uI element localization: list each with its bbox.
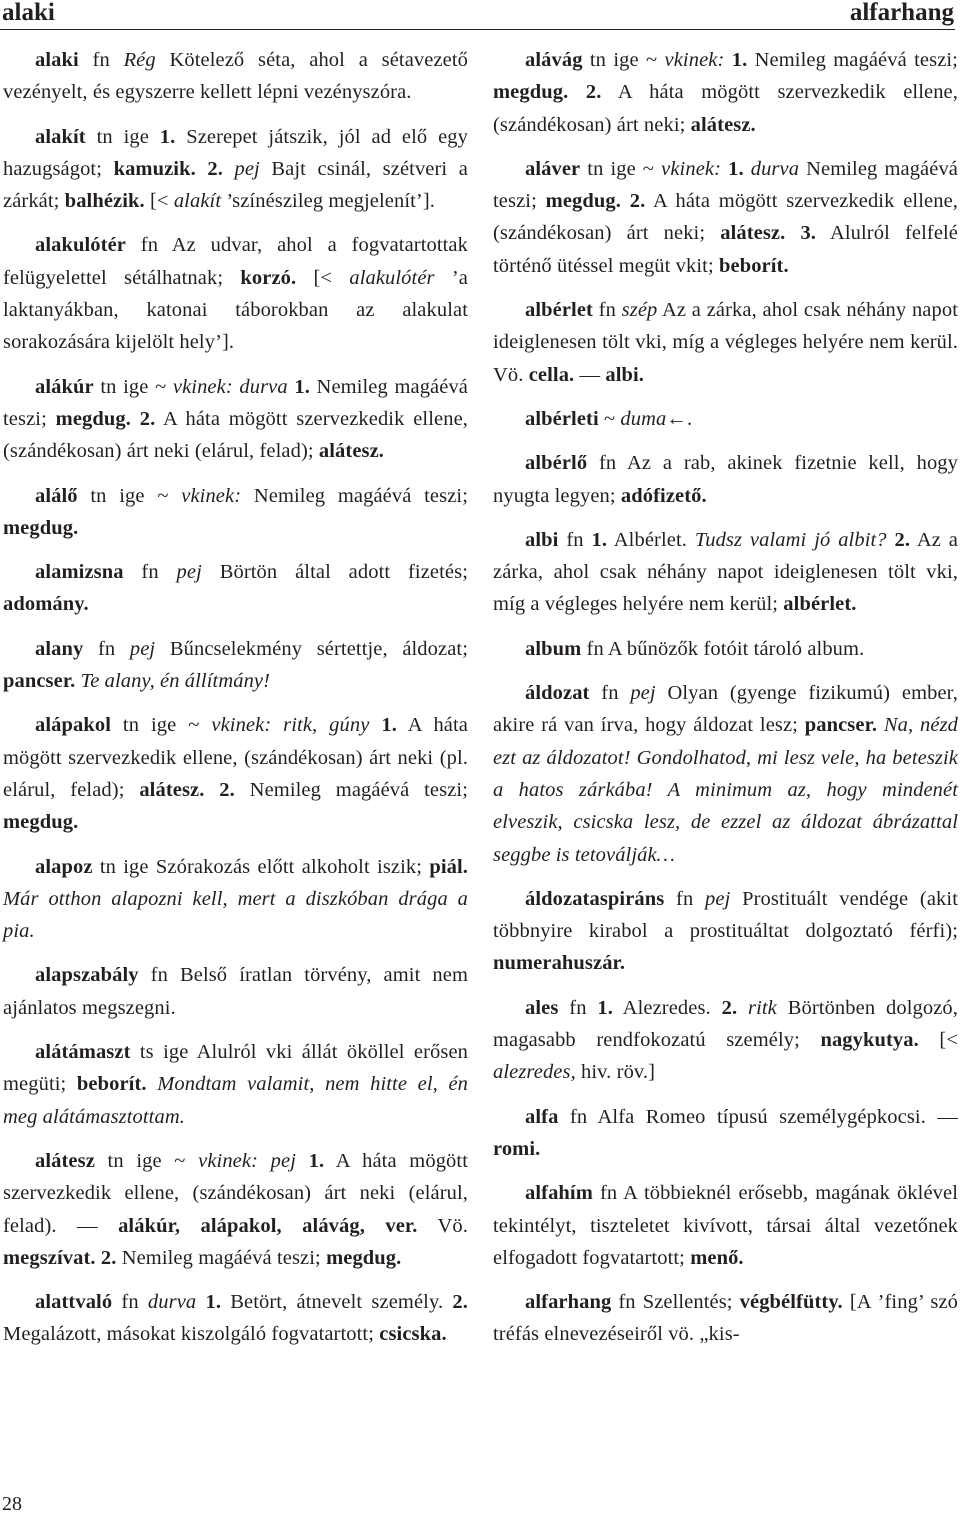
bold-text: megdug. — [3, 811, 79, 834]
italic-text: vkinek: pej — [198, 1149, 296, 1172]
headword: albérleti — [525, 407, 599, 430]
definition-text: fn A bűnözők fotóit tároló album. — [581, 637, 865, 660]
bold-text: 2. — [629, 190, 646, 213]
definition-text: Börtönben dolgozó, magasabb rendfokozatú személy; — [493, 996, 958, 1052]
dictionary-entry — [493, 1286, 958, 1351]
bold-text: cella. — [528, 363, 575, 386]
definition-text: fn Az a rab, akinek fizetnie kell, hogy nyugta legyen; — [493, 452, 958, 507]
dictionary-entry — [3, 1286, 468, 1351]
definition-text: tn ige ~ — [582, 49, 665, 71]
italic-text: pej — [705, 887, 731, 910]
bold-text: adomány. — [3, 593, 89, 616]
definition-text: Nemileg magáévá teszi; — [234, 778, 468, 801]
dictionary-entry — [3, 44, 468, 109]
dictionary-entry — [3, 229, 468, 358]
headword: albi — [525, 528, 559, 551]
headword: alákúr — [35, 375, 94, 398]
italic-text: durva — [750, 157, 800, 180]
definition-text: Albérlet. — [607, 528, 695, 551]
running-head-left: alaki — [2, 0, 55, 26]
bold-text: korzó. — [240, 266, 297, 289]
bold-text: 2. — [721, 996, 738, 1019]
dictionary-entry — [3, 371, 468, 468]
definition-text: tn ige ~ — [111, 714, 212, 737]
headword: áldozataspiráns — [525, 887, 665, 910]
italic-text: vkinek: durva — [172, 375, 288, 398]
bold-text: 2. — [452, 1291, 468, 1314]
italic-text: Tudsz valami jó albit? — [694, 528, 887, 551]
italic-text: pej — [129, 637, 156, 660]
bold-text: kamuzik. — [113, 157, 196, 180]
headword: alfarhang — [525, 1291, 612, 1314]
definition-text: Megalázott, másokat kiszolgáló fogvatartott; — [3, 1323, 380, 1346]
headword: áldozat — [525, 682, 590, 705]
bold-text: pancser. — [804, 714, 878, 737]
italic-text: Rég — [123, 49, 156, 71]
definition-text: Kötelező séta, ahol a sétavezető vezényelt, és egyszerre kellett lépni vezényszóra. — [3, 49, 468, 104]
definition-text — [196, 158, 208, 180]
definition-text: Betört, átnevelt személy. — [221, 1291, 453, 1314]
dictionary-entry — [493, 883, 958, 980]
right-column — [493, 44, 958, 1363]
dictionary-entry — [3, 633, 468, 698]
headword: alávág — [525, 49, 583, 71]
definition-text: fn A többieknél erősebb, magának öklével tekintélyt, tiszteletet kivívott, társai által vezetőnek elfogadott fogvatartott; — [493, 1182, 958, 1269]
headword: albérlő — [525, 452, 588, 475]
page-number: 28 — [2, 1493, 22, 1515]
definition-text: fn Szellentés; — [611, 1291, 740, 1314]
italic-text: Na, nézd ezt az áldozatot! Gondolhatod, mi lesz vele, ha beteszik a hatos zárkába! A minimum az, hogy mindenét elveszik, csicska lesz, de ezzel az áldozat ábrázattal seggbe is tetoválják… — [493, 714, 959, 866]
headword: alakít — [35, 125, 86, 148]
definition-text: [< — [918, 1029, 958, 1052]
definition-text: A háta mögött szervezkedik ellene, (szándékosan) árt neki; — [493, 190, 958, 245]
headword: alapoz — [35, 855, 93, 878]
italic-text: alakulótér — [349, 266, 435, 289]
bold-text: 1. — [381, 714, 397, 737]
bold-text: megdug. — [545, 190, 621, 213]
dictionary-entry — [3, 709, 468, 838]
definition-text: hiv. röv.] — [575, 1061, 656, 1084]
definition-text — [369, 714, 381, 736]
italic-text: Már otthon alapozni kell, mert a diszkóban drága a pia. — [3, 887, 468, 943]
definition-text: tn ige ~ — [94, 1149, 199, 1172]
definition-text — [737, 997, 748, 1019]
definition-text: Vö. — [417, 1214, 469, 1237]
headword: alattvaló — [35, 1291, 113, 1314]
italic-text: duma — [620, 407, 667, 430]
italic-text: szép — [621, 299, 658, 322]
italic-text: Mondtam valamit, nem hitte el, én meg alátámasztottam. — [3, 1073, 468, 1128]
definition-text: Alezredes. — [612, 996, 722, 1019]
definition-text: A háta mögött szervezkedik ellene, (szándékosan) árt neki (elárul, felad); — [3, 407, 468, 463]
bold-text: 1. — [728, 157, 744, 180]
dictionary-entry — [3, 851, 468, 948]
definition-text: tn ige Szórakozás előtt alkoholt iszik; — [92, 855, 430, 878]
definition-text: fn — [592, 299, 622, 322]
definition-text: fn Belső íratlan törvény, amit nem ajánlatos megszegni. — [3, 964, 468, 1019]
definition-text — [223, 158, 235, 180]
bold-text: menő. — [690, 1246, 744, 1269]
definition-text: Bűncselekmény sértettje, áldozat; — [155, 637, 469, 660]
definition-text: tn ige ~ — [93, 375, 173, 398]
definition-text: Az a zárka, ahol csak néhány napot ideiglenesen tölt vki, míg a végleges helyére nem kerül; — [493, 528, 958, 616]
definition-text: Alulról felfelé történő ütéssel megüt vkit; — [493, 222, 959, 277]
dictionary-entry — [3, 959, 468, 1024]
definition-text: A háta mögött szervezkedik ellene, (szándékosan) árt neki (elárul, felad). — — [3, 1149, 468, 1237]
bold-text: 1. — [731, 49, 748, 71]
bold-text: megszívat. — [3, 1246, 96, 1269]
bold-text: megdug. — [55, 407, 131, 430]
bold-text: 2. — [585, 81, 602, 104]
bold-text: megdug. — [493, 81, 569, 104]
dictionary-entry — [3, 480, 468, 545]
definition-text — [724, 49, 731, 71]
dictionary-entry — [3, 1145, 468, 1274]
dictionary-entry — [493, 1177, 958, 1274]
bold-text: balhézik. — [64, 190, 145, 213]
definition-text: ←. — [666, 407, 693, 430]
bold-text: romi. — [493, 1137, 541, 1160]
definition-text: fn — [558, 996, 598, 1019]
headword: alamizsna — [35, 561, 124, 584]
dictionary-entry — [493, 677, 958, 871]
definition-text: ’a laktanyákban, katonai táborokban az alakulat sorakozására kijelölt hely’]. — [3, 266, 468, 354]
headword: alaki — [35, 49, 79, 71]
dictionary-entry — [493, 524, 958, 621]
headword: alany — [35, 637, 84, 660]
bold-text: 3. — [800, 222, 817, 245]
headword: alakulótér — [35, 234, 126, 257]
italic-text: vkinek: — [661, 157, 722, 180]
dictionary-entry — [493, 294, 958, 391]
bold-text: nagykutya. — [820, 1029, 919, 1052]
bold-text: 1. — [294, 375, 310, 398]
italic-text: pej — [630, 682, 656, 705]
italic-text: ritk — [748, 996, 777, 1019]
definition-text: ’színészileg megjelenít’]. — [221, 190, 436, 213]
definition-text: Nemileg magáévá teszi; — [241, 484, 468, 507]
definition-text: fn — [83, 637, 130, 660]
headword: alfahím — [525, 1182, 593, 1205]
dictionary-entry — [493, 153, 958, 282]
italic-text: vkinek: — [181, 484, 242, 507]
italic-text: pej — [176, 561, 202, 584]
bold-text: piál. — [429, 855, 468, 878]
definition-text: [< — [296, 266, 350, 289]
dictionary-entry — [493, 44, 958, 141]
headword: album — [525, 637, 582, 660]
definition-text: Nemileg magáévá teszi; — [3, 375, 468, 430]
definition-text — [568, 81, 586, 103]
definition-text: A háta mögött szervezkedik ellene, (szándékosan) árt neki; — [493, 81, 958, 136]
bold-text: 2. — [100, 1246, 117, 1269]
definition-text: ~ — [598, 407, 621, 430]
definition-text: — — [574, 363, 606, 386]
left-column — [3, 44, 468, 1363]
headword: ales — [525, 996, 559, 1019]
dictionary-entry — [493, 447, 958, 512]
bold-text: alátesz. — [720, 222, 786, 245]
bold-text: megdug. — [326, 1246, 402, 1269]
italic-text: pej — [234, 157, 260, 180]
headword: albérlet — [525, 299, 593, 322]
definition-text: fn Alfa Romeo típusú személygépkocsi. — — [558, 1105, 958, 1128]
definition-text — [744, 158, 751, 180]
definition-text: Nemileg magáévá teszi; — [116, 1246, 327, 1269]
bold-text: csicska. — [379, 1323, 447, 1346]
bold-text: beborít. — [719, 254, 789, 277]
headword: alapszabály — [35, 964, 139, 987]
bold-text: albérlet. — [783, 593, 857, 616]
bold-text: 2. — [219, 778, 235, 801]
bold-text: 2. — [139, 407, 156, 430]
definition-text — [296, 1150, 309, 1172]
bold-text: pancser. — [3, 670, 76, 693]
definition-text: fn — [78, 49, 124, 71]
dictionary-entry — [3, 1036, 468, 1133]
definition-text: fn Az udvar, ahol a fogvatartottak felügyelettel sétálhatnak; — [3, 234, 468, 289]
bold-text: alátesz. — [318, 440, 385, 463]
bold-text: adófizető. — [620, 484, 707, 507]
definition-text: Olyan (gyenge fizikumú) ember, akire rá van írva, hogy áldozat lesz; — [493, 682, 958, 737]
bold-text: 2. — [894, 528, 911, 551]
definition-text: Nemileg magáévá teszi; — [493, 157, 958, 213]
headword: alápakol — [35, 714, 111, 737]
bold-text: alátesz. — [139, 778, 205, 801]
definition-text — [621, 190, 630, 212]
bold-text: alákúr, alápakol, alávág, ver. — [118, 1214, 418, 1237]
dictionary-entry — [493, 992, 958, 1089]
bold-text: alátesz. — [690, 113, 756, 136]
dictionary-entry — [493, 1101, 958, 1166]
bold-text: 1. — [591, 528, 608, 551]
bold-text: 1. — [308, 1149, 325, 1172]
definition-text: fn — [123, 561, 177, 584]
definition-text: Az a zárka, ahol csak néhány napot ideiglenesen tölt vki, míg a végleges helyére nem kerül. Vö. — [493, 299, 958, 386]
definition-text: Prostituált vendége (akit többnyire kirabol a prostituáltat dolgoztató férfi); — [493, 887, 958, 943]
definition-text: [< — [144, 190, 174, 213]
dictionary-entry — [493, 633, 958, 665]
italic-text: alezredes, — [493, 1061, 576, 1084]
definition-text: fn — [664, 887, 706, 910]
definition-text: Börtön által adott fizetés; — [201, 561, 468, 584]
definition-text: ts ige Alulról vki állát ököllel erősen megüti; — [3, 1041, 468, 1096]
definition-text — [785, 222, 800, 244]
definition-text: fn — [558, 528, 592, 551]
headword: alálő — [35, 484, 78, 507]
definition-text: fn — [112, 1291, 148, 1314]
headword: alátámaszt — [35, 1041, 131, 1064]
headword: alátesz — [35, 1149, 95, 1172]
definition-text: tn ige ~ — [77, 484, 182, 507]
bold-text: 2. — [207, 157, 223, 180]
bold-text: 1. — [159, 125, 176, 148]
dictionary-entry — [3, 556, 468, 621]
bold-text: numerahuszár. — [493, 952, 626, 975]
definition-text: fn — [589, 682, 631, 705]
definition-text: [A ’fing’ szó tréfás elnevezéseiről vö. „kis- — [493, 1291, 958, 1346]
definition-text: Nemileg magáévá teszi; — [747, 49, 958, 71]
definition-text: tn ige — [85, 125, 160, 148]
bold-text: végbélfütty. — [739, 1291, 843, 1314]
running-head-right: alfarhang — [849, 0, 954, 26]
definition-text: tn ige ~ — [580, 157, 662, 180]
italic-text: durva — [147, 1291, 197, 1314]
bold-text: 1. — [597, 996, 613, 1019]
bold-text: beborít. — [76, 1073, 147, 1096]
bold-text: albi. — [605, 363, 645, 386]
headword: alfa — [525, 1105, 559, 1128]
definition-text — [131, 408, 140, 430]
definition-text — [887, 529, 895, 551]
italic-text: vkinek: — [664, 49, 725, 71]
definition-text: Bajt csinál, szétveri a zárkát; — [3, 157, 468, 213]
definition-text — [204, 779, 219, 801]
italic-text: alakít — [173, 190, 222, 213]
definition-text: Szerepet játszik, jól ad elő egy hazugságot; — [3, 125, 468, 180]
headword: aláver — [525, 157, 581, 180]
italic-text: vkinek: ritk, gúny — [211, 714, 370, 737]
definition-text — [877, 714, 884, 736]
header-rule — [0, 29, 955, 30]
definition-text: A háta mögött szervezkedik ellene, (szándékosan) árt neki (pl. elárul, felad); — [3, 714, 468, 801]
italic-text: Te alany, én állítmány! — [80, 670, 271, 693]
bold-text: 1. — [205, 1291, 222, 1314]
dictionary-entry — [493, 403, 958, 435]
definition-text — [147, 1073, 158, 1095]
dictionary-entry — [3, 121, 468, 218]
bold-text: megdug. — [3, 516, 79, 539]
